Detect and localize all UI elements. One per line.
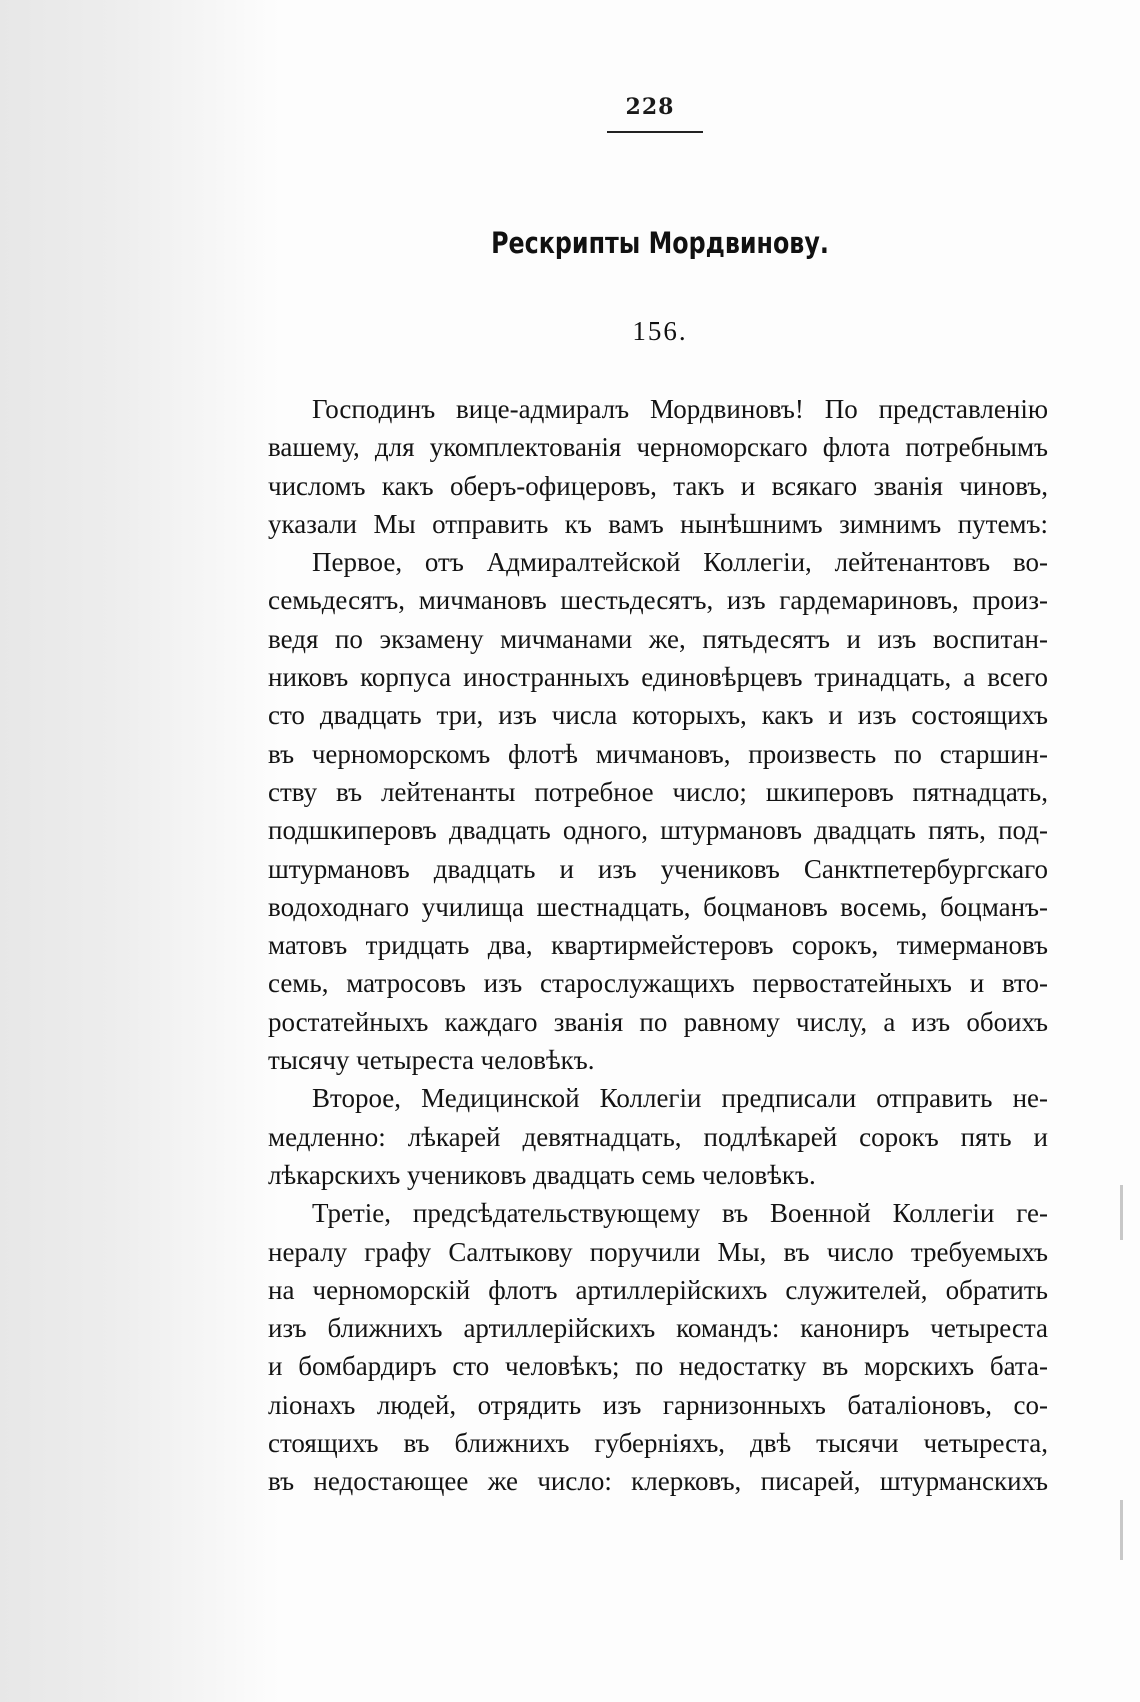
text-line: ростатейныхъ каждаго званія по равному числу, а изъ обоихъ <box>268 1006 1048 1037</box>
text-line: ведя по экзамену мичманами же, пятьдесятъ и изъ воспитан- <box>268 623 1048 654</box>
text-line: изъ ближнихъ артиллерійскихъ командъ: канониръ четыреста <box>268 1313 1048 1344</box>
text-line: въ черноморскомъ флотѣ мичмановъ, произвесть по старшин- <box>268 738 1048 769</box>
text-line: указали Мы отправить къ вамъ нынѣшнимъ зимнимъ путемъ: <box>268 508 1048 539</box>
page-edge-mark <box>1120 1500 1123 1560</box>
text-line: семь, матросовъ изъ старослужащихъ первостатейныхъ и вто- <box>268 968 1048 999</box>
text-line: Первое, отъ Адмиралтейской Коллегіи, лейтенантовъ во- <box>312 547 1048 578</box>
text-line: стоящихъ въ ближнихъ губерніяхъ, двѣ тысячи четыреста, <box>268 1428 1048 1459</box>
text-line: никовъ корпуса иностранныхъ единовѣрцевъ тринадцать, а всего <box>268 662 1048 693</box>
text-line: Господинъ вице-адмиралъ Мордвиновъ! По представленію <box>312 394 1048 424</box>
text-line: лѣкарскихъ учениковъ двадцать семь человѣкъ. <box>268 1159 816 1190</box>
text-line: числомъ какъ оберъ-офицеровъ, такъ и всякаго званія чиновъ, <box>268 470 1048 501</box>
text-line: вашему, для укомплектованія черноморскаго флота потребнымъ <box>268 432 1048 463</box>
body-text <box>268 390 1048 1501</box>
text-line: водоходнаго училища шестнадцать, боцмановъ восемь, боцманъ- <box>268 891 1048 922</box>
text-line: семьдесятъ, мичмановъ шестьдесятъ, изъ гардемариновъ, произ- <box>268 585 1048 616</box>
page-number: 228 <box>625 94 675 120</box>
text-line: ліонахъ людей, отрядить изъ гарнизонныхъ баталіоновъ, со- <box>268 1389 1048 1420</box>
text-line: Второе, Медицинской Коллегіи предписали отправить не- <box>312 1083 1048 1114</box>
text-line: медленно: лѣкарей девятнадцать, подлѣкарей сорокъ пять и <box>268 1121 1048 1152</box>
text-line: на черноморскій флотъ артиллерійскихъ служителей, обратить <box>268 1274 1048 1305</box>
page-number-underline <box>607 131 703 133</box>
document-number: 156. <box>632 316 688 346</box>
text-line: штурмановъ двадцать и изъ учениковъ Санктпетербургскаго <box>268 853 1048 884</box>
text-line: ству въ лейтенанты потребное число; шкиперовъ пятнадцать, <box>268 776 1048 807</box>
book-gutter-shadow <box>0 0 280 1702</box>
text-line: подшкиперовъ двадцать одного, штурмановъ двадцать пять, под- <box>268 815 1048 846</box>
page-edge-mark <box>1120 1185 1123 1240</box>
text-line: Третіе, предсѣдательствующему въ Военной Коллегіи ге- <box>312 1198 1048 1229</box>
section-heading: Рескрипты Мордвинову. <box>491 226 829 260</box>
text-line: нералу графу Салтыкову поручили Мы, въ число требуемыхъ <box>268 1236 1048 1267</box>
text-line: сто двадцать три, изъ числа которыхъ, какъ и изъ состоящихъ <box>268 700 1048 731</box>
text-line: въ недостающее же число: клерковъ, писарей, штурманскихъ <box>268 1466 1048 1497</box>
text-line: тысячу четыреста человѣкъ. <box>268 1045 595 1076</box>
text-line: матовъ тридцать два, квартирмейстеровъ сорокъ, тимермановъ <box>268 930 1048 961</box>
text-line: и бомбардиръ сто человѣкъ; по недостатку въ морскихъ бата- <box>268 1351 1048 1382</box>
